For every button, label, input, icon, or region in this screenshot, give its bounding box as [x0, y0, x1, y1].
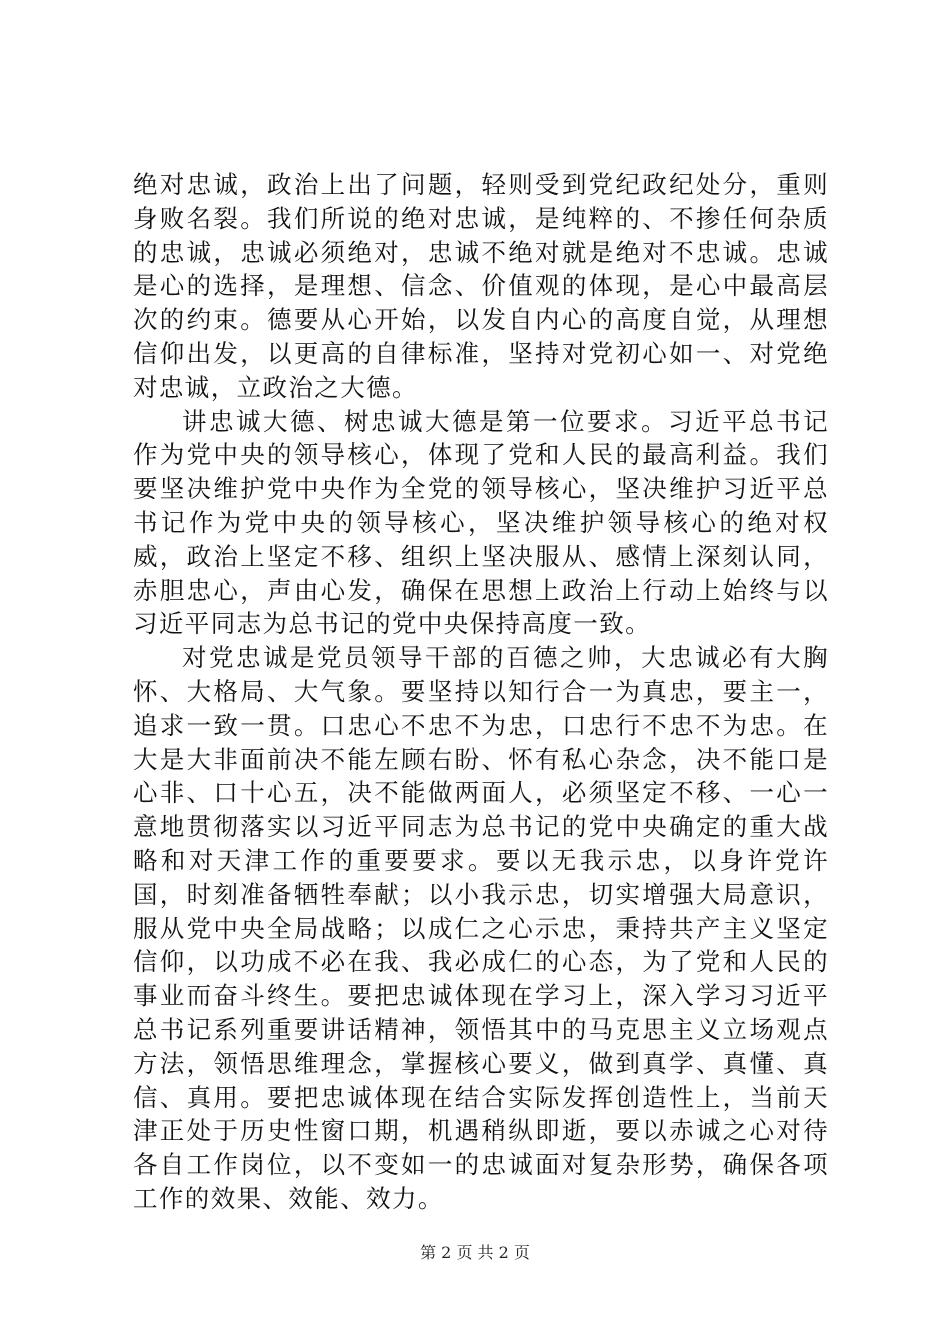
paragraph-1: 绝对忠诚，政治上出了问题，轻则受到党纪政纪处分，重则身败名裂。我们所说的绝对忠诚，是纯粹的、不掺任何杂质的忠诚，忠诚必须绝对，忠诚不绝对就是绝对不忠诚。忠诚是心的选择，是理想、信念、价值观的体现，是心中最高层次的约束。德要从心开始，以发自内心的高度自觉，从理想信仰出发，以更高的自律标准，坚持对党初心如一、对党绝对忠诚，立政治之大德。 [133, 170, 829, 402]
page-footer: 第 2 页 共 2 页 [420, 1243, 530, 1262]
document-body [133, 168, 829, 1216]
paragraph-2: 讲忠诚大德、树忠诚大德是第一位要求。习近平总书记作为党中央的领导核心，体现了党和人民的最高利益。我们要坚决维护党中央作为全党的领导核心，坚决维护习近平总书记作为党中央的领导核心，坚决维护领导核心的绝对权威，政治上坚定不移、组织上坚决服从、感情上深刻认同，赤胆忠心，声由心发，确保在思想上政治上行动上始终与以习近平同志为总书记的党中央保持高度一致。 [133, 406, 829, 639]
paragraph-3: 对党忠诚是党员领导干部的百德之帅，大忠诚必有大胸怀、大格局、大气象。要坚持以知行合一为真忠，要主一，追求一致一贯。口忠心不忠不为忠，口忠行不忠不为忠。在大是大非面前决不能左顾右盼、怀有私心杂念，决不能口是心非、口十心五，决不能做两面人，必须坚定不移、一心一意地贯彻落实以习近平同志为总书记的党中央确定的重大战略和对天津工作的重要要求。要以无我示忠，以身许党许国，时刻准备牺牲奉献；以小我示忠，切实增强大局意识，服从党中央全局战略；以成仁之心示忠，秉持共产主义坚定信仰，以功成不必在我、我必成仁的心态，为了党和人民的事业而奋斗终生。要把忠诚体现在学习上，深入学习习近平总书记系列重要讲话精神，领悟其中的马克思主义立场观点方法，领悟思维理念，掌握核心要义，做到真学、真懂、真信、真用。要把忠诚体现在结合实际发挥创造性上，当前天津正处于历史性窗口期，机遇稍纵即逝，要以赤诚之心对待各自工作岗位，以不变如一的忠诚面对复杂形势，确保各项工作的效果、效能、效力。 [133, 643, 829, 1213]
